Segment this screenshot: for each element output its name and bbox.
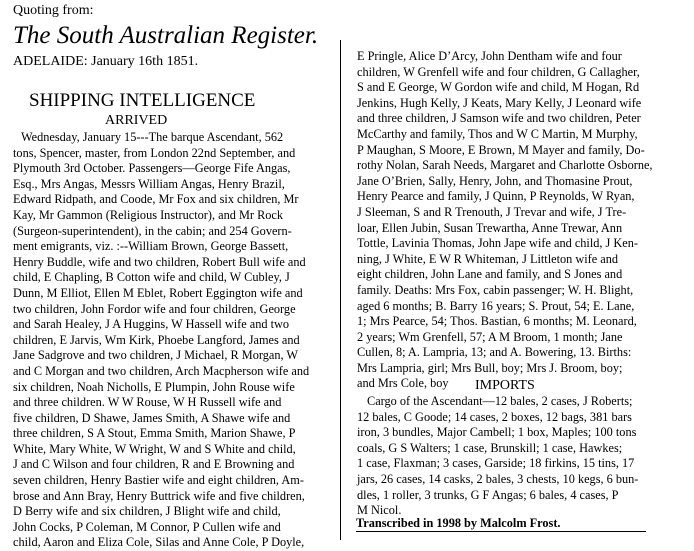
text-line: Dunn, M Elliot, Ellen M Eblet, Robert Eggington wife and [13, 285, 303, 300]
text-line: brose and Ann Bray, Henry Buttrick wife and five children, [13, 488, 305, 503]
column-divider [340, 40, 341, 540]
text-line: White, Mary White, W Wright, W and S White and child, [13, 441, 296, 456]
text-line: Jenkins, Hugh Kelly, J Keats, Mary Kelly, J Leonard wife [357, 95, 642, 110]
text-line: rothy Nolan, Sarah Needs, Margaret and Charlotte Osborne, [357, 158, 653, 173]
text-line: (Surgeon-superintendent), in the cabin; and 254 Govern- [13, 223, 292, 238]
left-column [13, 130, 309, 551]
text-line: child, E Chapling, B Cotton wife and child, W Cubley, J [13, 270, 290, 285]
text-line: dles, 1 roller, 3 trunks, G F Angas; 6 bales, 4 cases, P [357, 487, 619, 502]
text-line: J Sleeman, S and R Trenouth, J Trevar and wife, J Tre- [357, 204, 627, 219]
text-line: three children, S A Stout, Emma Smith, Marion Shawe, P [13, 426, 296, 441]
text-line: Tottle, Lavinia Thomas, John Jape wife and child, J Ken- [357, 236, 638, 251]
text-line: ning, J White, E W R Whiteman, J Littleton wife and [357, 251, 619, 266]
text-line: two children, John Fordor wife and four children, George [13, 301, 296, 316]
text-line: 1 case, Flaxman; 3 cases, Garside; 18 firkins, 15 tins, 17 [357, 456, 635, 471]
arrived-subheading: ARRIVED [105, 113, 168, 128]
text-line: eight children, John Lane and family, and S Jones and [357, 267, 623, 282]
text-line: D Berry wife and six children, J Blight wife and child, [13, 504, 281, 519]
text-line: J and C Wilson and four children, R and E Browning and [13, 457, 295, 472]
text-line: child, Aaron and Eliza Cole, Silas and Anne Cole, P Doyle, [13, 535, 305, 550]
text-line: aged 6 months; B. Barry 16 years; S. Prout, 54; E. Lane, [357, 298, 635, 313]
text-line: and three children. W W Rouse, W H Russell wife and [13, 395, 282, 410]
text-line: E Pringle, Alice D’Arcy, John Dentham wife and four [357, 49, 622, 63]
text-line: jars, 26 cases, 14 casks, 2 bales, 3 chests, 10 kegs, 6 bun- [357, 471, 639, 486]
text-line: S and E George, W Gordon wife and child, M Hogan, Rd [357, 80, 640, 95]
text-line: Kay, Mr Gammon (Religious Instructor), and Mr Rock [13, 207, 284, 222]
text-line: six children, Noah Nicholls, E Plumpin, John Rouse wife [13, 379, 295, 394]
text-line: seven children, Henry Bastier wife and eight children, Am- [13, 473, 304, 488]
text-line: McCarthy and family, Thos and W C Martin, M Murphy, [357, 126, 638, 141]
text-line: Esq., Mrs Angas, Messrs William Angas, Henry Brazil, [13, 176, 285, 191]
text-line: M Nicol. [357, 503, 402, 518]
newspaper-title: The South Australian Register. [13, 22, 319, 49]
text-line: and C Morgan and two children, Arch Macpherson wife and [13, 363, 310, 378]
text-line: coals, G S Walters; 1 case, Brunskill; 1 case, Hawkes; [357, 440, 623, 455]
text-line: Edward Ridpath, and Coode, Mr Fox and six children, Mr [13, 192, 299, 207]
text-line: Wednesday, January 15---The barque Ascendant, 562 [21, 130, 284, 144]
section-heading: SHIPPING INTELLIGENCE [29, 90, 256, 111]
text-line: P Maughan, S Moore, E Brown, M Mayer and family, Do- [357, 142, 645, 157]
text-line: 2 years; Wm Grenfell, 57; A M Broom, 1 month; Jane [357, 329, 623, 344]
text-line: and three children, J Samson wife and two children, Peter [357, 111, 641, 126]
quoting-label: Quoting from: [13, 3, 94, 18]
text-line: Henry Buddle, wife and two children, Robert Bull wife and [13, 254, 306, 269]
text-line: loar, Ellen Jubin, Susan Trewartha, Anne Trewar, Ann [357, 220, 623, 235]
text-line: Henry Pearce and family, J Quinn, P Reynolds, W Ryan, [357, 189, 635, 204]
text-line: children, W Grenfell wife and four children, G Callagher, [357, 64, 640, 79]
text-line: 12 bales, C Goode; 14 cases, 2 boxes, 12 bags, 381 bars [357, 409, 632, 424]
text-line: John Cocks, P Coleman, M Connor, P Cullen wife and [13, 519, 281, 534]
credit-underline [356, 531, 646, 532]
text-line: 1; Mrs Pearce, 54; Thos. Bastian, 6 months; M. Leonard, [357, 314, 637, 329]
text-line: Mrs Lampria, girl; Mrs Bull, boy; Mrs J. Broom, boy; [357, 360, 623, 375]
text-line: iron, 3 bundles, Major Cambell; 1 box, Maples; 100 tons [357, 425, 637, 440]
text-line: ment emigrants, viz. :--William Brown, George Bassett, [13, 239, 289, 254]
dateline: ADELAIDE: January 16th 1851. [13, 54, 199, 69]
text-line: Cargo of the Ascendant—12 bales, 2 cases, J Roberts; [367, 394, 633, 408]
text-line: and Sarah Healey, J A Huggins, W Hassell wife and two [13, 317, 290, 332]
text-line: Jane Sadgrove and two children, J Michael, R Morgan, W [13, 348, 299, 363]
text-line: children, E Jarvis, Wm Kirk, Phoebe Langford, James and [13, 332, 300, 347]
right-column [357, 49, 653, 392]
transcription-credit: Transcribed in 1998 by Malcolm Frost. [356, 516, 561, 530]
imports-text [357, 394, 638, 519]
text-line: five children, D Shawe, James Smith, A Shawe wife and [13, 410, 291, 425]
imports-heading: IMPORTS [475, 378, 535, 393]
text-line: Plymouth 3rd October. Passengers—George Fife Angas, [13, 161, 291, 176]
text-line: family. Deaths: Mrs Fox, cabin passenger; W. H. Blight, [357, 282, 634, 297]
text-line: tons, Spencer, master, from London 22nd September, and [13, 145, 296, 160]
text-line: and Mrs Cole, boy [357, 376, 449, 391]
text-line: Jane O’Brien, Sally, Henry, John, and Thomasine Prout, [357, 173, 633, 188]
text-line: Cullen, 8; A. Lampria, 13; and A. Bowering, 13. Births: [357, 345, 632, 360]
